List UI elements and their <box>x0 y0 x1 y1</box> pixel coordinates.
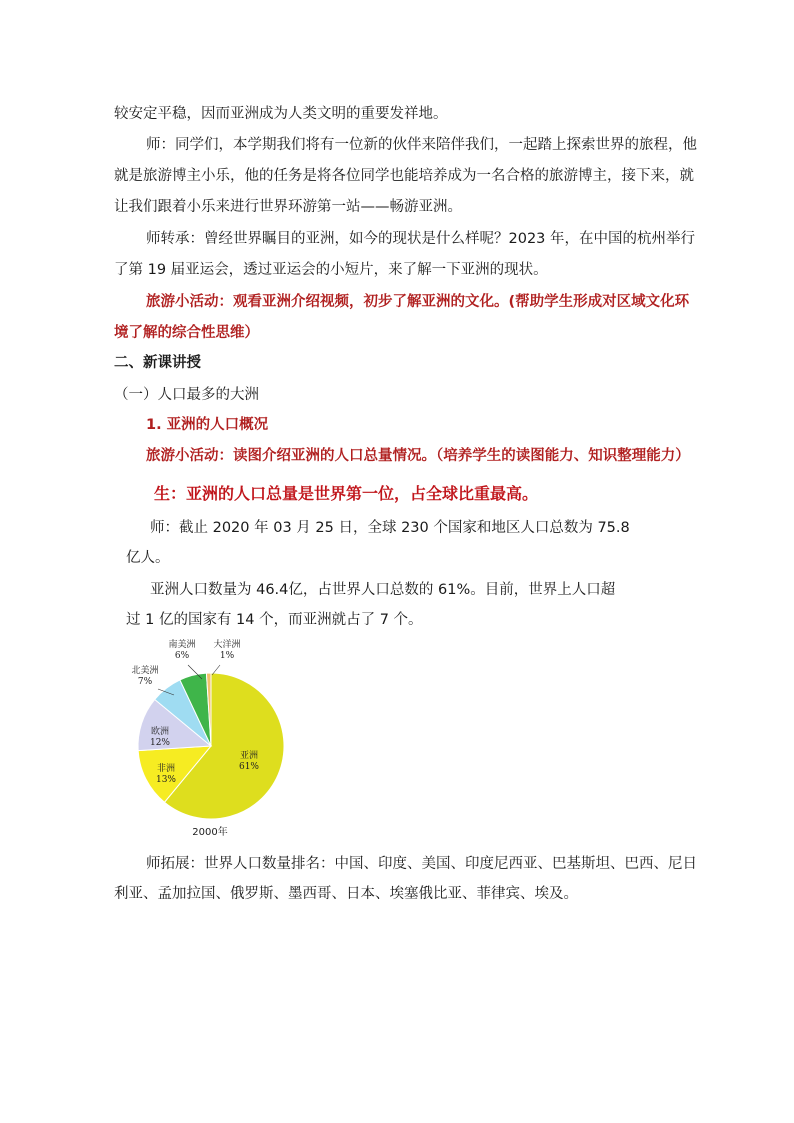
slice-name-label: 南美洲 <box>168 640 196 650</box>
subsection-heading: （一）人口最多的大洲 <box>114 387 259 403</box>
paragraph-line: 了第 19 届亚运会，透过亚运会的小短片，来了解一下亚洲的现状。 <box>114 262 548 278</box>
student-answer: 生：亚洲的人口总量是世界第一位，占全球比重最高。 <box>154 484 539 503</box>
slice-value-label: 61% <box>238 762 260 772</box>
activity-note: 旅游小活动：读图介绍亚洲的人口总量情况。（培养学生的读图能力、知识整理能力） <box>146 448 690 464</box>
paragraph-line: 亿人。 <box>126 550 170 566</box>
slice-value-label: 7% <box>137 677 153 687</box>
slice-name-label: 亚洲 <box>239 751 259 761</box>
activity-note: 旅游小活动：观看亚洲介绍视频，初步了解亚洲的文化。(帮助学生形成对区域文化环 <box>146 294 690 310</box>
slice-name-label: 北美洲 <box>131 666 159 676</box>
activity-note: 境了解的综合性思维） <box>114 325 259 341</box>
pie-svg <box>112 633 302 843</box>
slice-value-label: 6% <box>174 651 190 661</box>
paragraph-line: 师：截止 2020 年 03 月 25 日，全球 230 个国家和地区人口总数为 75.8 <box>150 520 630 536</box>
slice-value-label: 13% <box>155 775 177 785</box>
slice-name-label: 非洲 <box>156 764 176 774</box>
slice-name-label: 欧洲 <box>150 727 170 737</box>
chart-title: 2000年 <box>192 827 228 838</box>
slice-value-label: 12% <box>149 738 171 748</box>
paragraph-line: 师拓展：世界人口数量排名：中国、印度、美国、印度尼西亚、巴基斯坦、巴西、尼日 <box>146 856 697 872</box>
paragraph-line: 利亚、孟加拉国、俄罗斯、墨西哥、日本、埃塞俄比亚、菲律宾、埃及。 <box>114 886 578 902</box>
paragraph-line: 师：同学们，本学期我们将有一位新的伙伴来陪伴我们，一起踏上探索世界的旅程，他 <box>146 137 697 153</box>
subsection-title: 1. 亚洲的人口概况 <box>146 417 269 433</box>
paragraph-line: 师转承：曾经世界瞩目的亚洲，如今的现状是什么样呢？2023 年，在中国的杭州举行 <box>146 231 696 247</box>
section-heading: 二、新课讲授 <box>114 355 201 371</box>
paragraph-line: 让我们跟着小乐来进行世界环游第一站——畅游亚洲。 <box>114 199 462 215</box>
slice-value-label: 1% <box>219 651 235 661</box>
paragraph-line: 就是旅游博主小乐，他的任务是将各位同学也能培养成为一名合格的旅游博主，接下来，就 <box>114 168 694 184</box>
slice-name-label: 大洋洲 <box>213 640 241 650</box>
population-pie-chart <box>112 633 302 843</box>
paragraph-line: 过 1 亿的国家有 14 个，而亚洲就占了 7 个。 <box>126 612 423 628</box>
paragraph-line: 亚洲人口数量为 46.4亿，占世界人口总数的 61%。目前，世界上人口超 <box>150 582 616 598</box>
paragraph-line: 较安定平稳，因而亚洲成为人类文明的重要发祥地。 <box>114 106 448 122</box>
